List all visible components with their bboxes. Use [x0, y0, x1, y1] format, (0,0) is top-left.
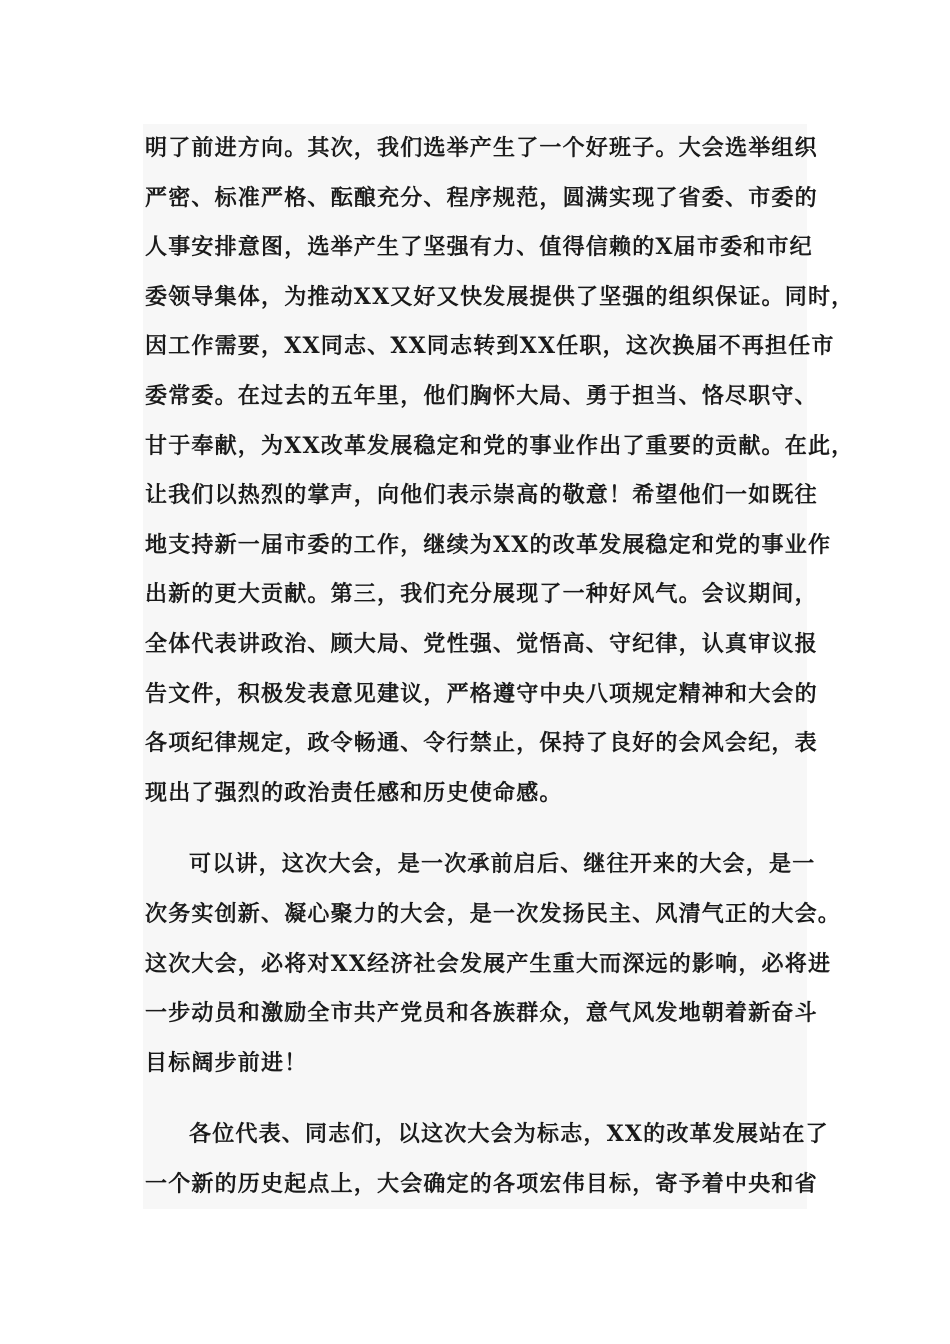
- text-line: 委领导集体，为推动XX又好又快发展提供了坚强的组织保证。同时，: [145, 283, 855, 310]
- text-line: 各项纪律规定，政令畅通、令行禁止，保持了良好的会风会纪，表: [145, 730, 818, 757]
- paragraph-2: [143, 840, 842, 1088]
- text-line: 全体代表讲政治、顾大局、党性强、觉悟高、守纪律，认真审议报: [145, 630, 818, 657]
- text-line: 一个新的历史起点上，大会确定的各项宏伟目标，寄予着中央和省: [145, 1170, 818, 1197]
- document-body: [143, 124, 855, 1209]
- text-line: 因工作需要，XX同志、XX同志转到XX任职，这次换届不再担任市: [145, 333, 835, 360]
- paragraph-3: [143, 1110, 829, 1209]
- text-line: 让我们以热烈的掌声，向他们表示崇高的敬意！希望他们一如既往: [145, 482, 818, 509]
- paragraph-1: [143, 124, 855, 818]
- text-line-first: 可以讲，这次大会，是一次承前启后、继往开来的大会，是一: [189, 851, 816, 878]
- text-line: 委常委。在过去的五年里，他们胸怀大局、勇于担当、恪尽职守、: [145, 382, 818, 409]
- text-line: 地支持新一届市委的工作，继续为XX的改革发展稳定和党的事业作: [145, 531, 832, 558]
- text-line: 次务实创新、凝心聚力的大会，是一次发扬民主、风清气正的大会。: [145, 900, 842, 927]
- text-line: 这次大会，必将对XX经济社会发展产生重大而深远的影响，必将进: [145, 950, 832, 977]
- text-line-first: 各位代表、同志们，以这次大会为标志，XX的改革发展站在了: [189, 1121, 829, 1148]
- text-line: 明了前进方向。其次，我们选举产生了一个好班子。大会选举组织: [145, 135, 818, 161]
- text-line: 一步动员和激励全市共产党员和各族群众，意气风发地朝着新奋斗: [145, 1000, 818, 1027]
- text-line: 出新的更大贡献。第三，我们充分展现了一种好风气。会议期间，: [145, 581, 818, 608]
- text-line: 目标阔步前进！: [145, 1049, 308, 1076]
- text-line: 严密、标准严格、酝酿充分、程序规范，圆满实现了省委、市委的: [145, 184, 818, 211]
- text-line: 人事安排意图，选举产生了坚强有力、值得信赖的X届市委和市纪: [145, 234, 813, 261]
- text-line: 甘于奉献，为XX改革发展稳定和党的事业作出了重要的贡献。在此，: [145, 432, 855, 459]
- paragraph-spacer: [143, 1088, 807, 1110]
- paragraph-spacer: [143, 818, 807, 840]
- text-line: 告文件，积极发表意见建议，严格遵守中央八项规定精神和大会的: [145, 680, 818, 707]
- text-line: 现出了强烈的政治责任感和历史使命感。: [145, 779, 563, 806]
